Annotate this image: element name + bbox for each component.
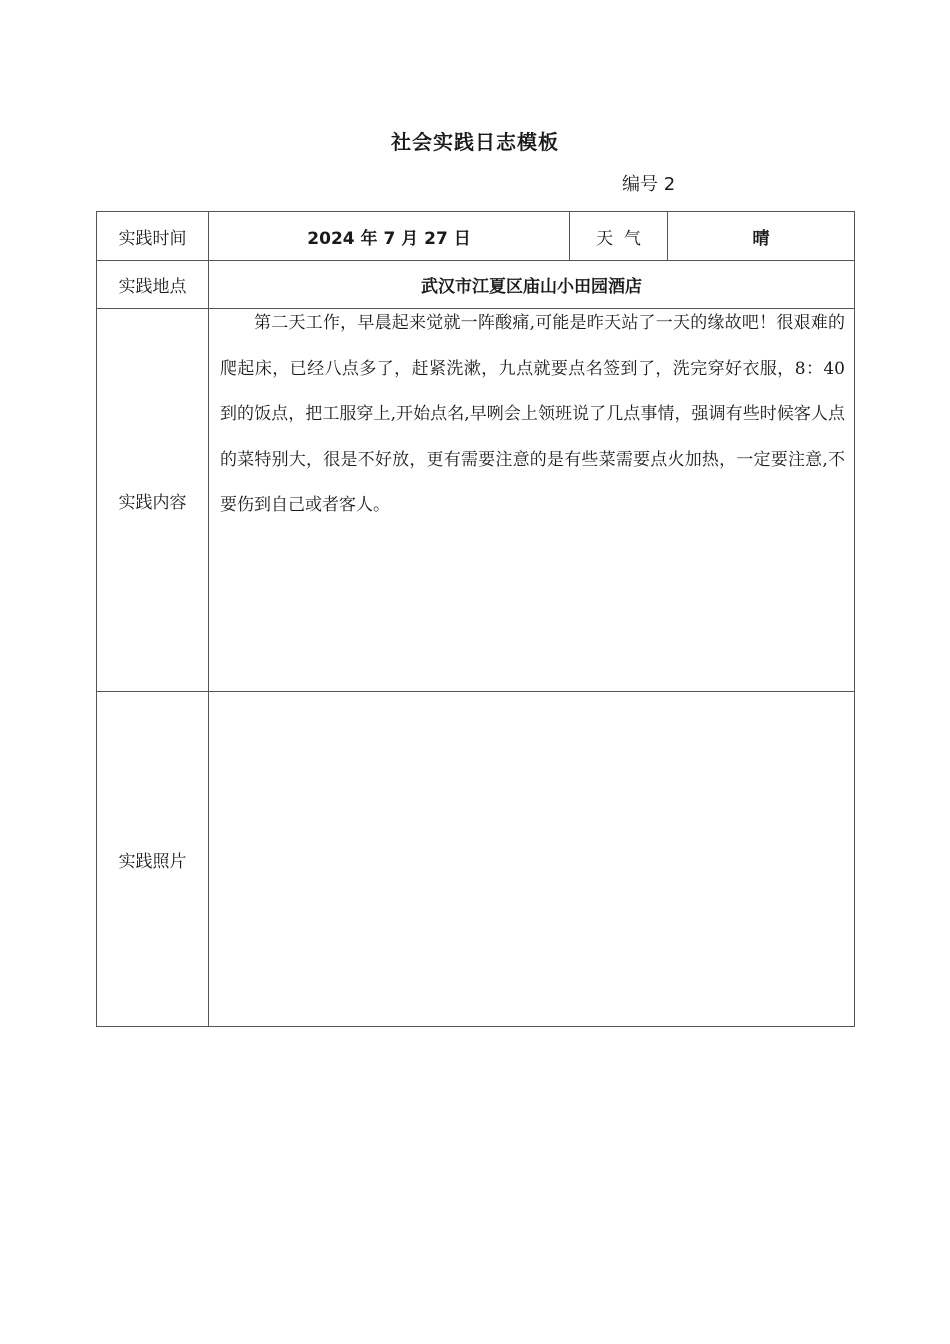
photo-label: 实践照片 xyxy=(97,692,209,1027)
photo-row xyxy=(97,692,855,1027)
place-value: 武汉市江夏区庙山小田园酒店 xyxy=(209,261,855,309)
time-label: 实践时间 xyxy=(97,212,209,261)
serial-number: 编号 2 xyxy=(622,174,676,195)
photo-area xyxy=(209,692,855,1027)
weather-value: 晴 xyxy=(668,212,855,261)
content-text: 第二天工作，早晨起来觉就一阵酸痛,可能是昨天站了一天的缘故吧！很艰难的爬起床，已经八点多了，赶紧洗漱，九点就要点名签到了，洗完穿好衣服，8：40 到的饭点，把工服穿上,开始点名,早咧会上领班说了几点事情，强调有些时候客人点的菜特别大，很是不好放，更有需要注意的是有些菜需要点火加热，一定要注意,不要伤到自己或者客人。 xyxy=(220,313,845,515)
place-label: 实践地点 xyxy=(97,261,209,309)
time-row xyxy=(97,212,855,261)
content-label: 实践内容 xyxy=(97,309,209,692)
time-value: 2024 年 7 月 27 日 xyxy=(209,212,570,261)
page-title: 社会实践日志模板 xyxy=(391,130,559,154)
content-row xyxy=(97,309,855,692)
weather-label: 天 气 xyxy=(570,212,668,261)
content-cell xyxy=(209,309,855,692)
practice-log-table xyxy=(96,211,855,1027)
